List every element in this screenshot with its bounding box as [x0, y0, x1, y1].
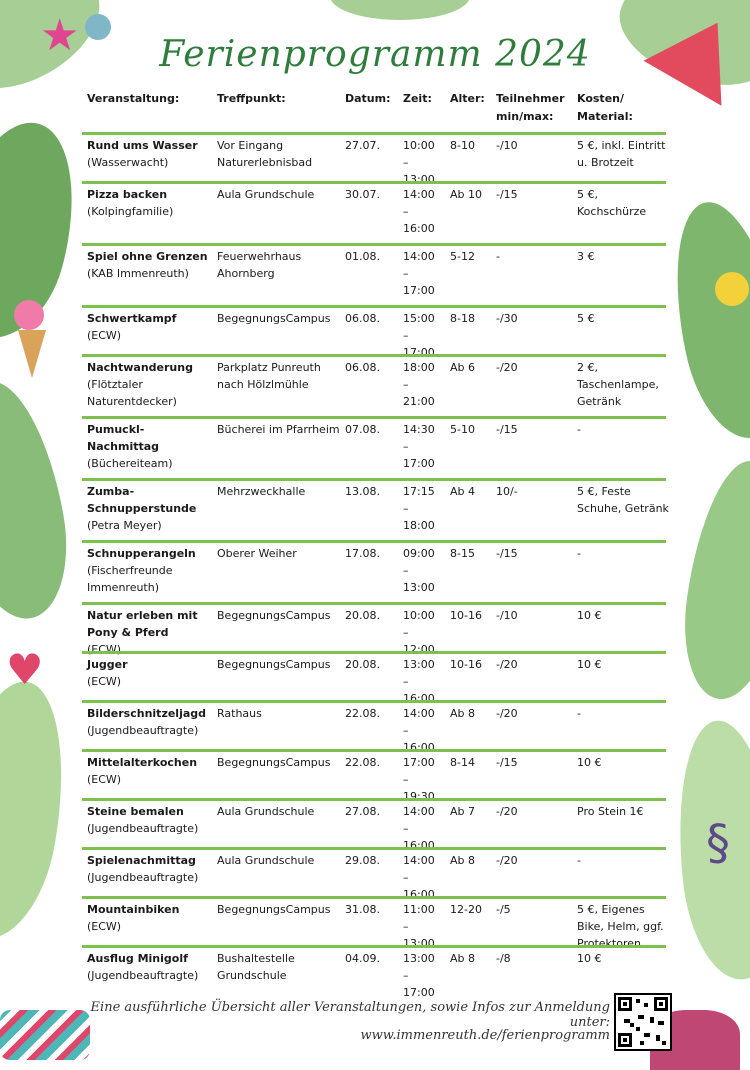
cost-cell: 3 € [577, 250, 595, 263]
header-time: Zeit: [403, 92, 432, 105]
place-cell: BegegnungsCampus [217, 756, 331, 769]
cost-cell: - [577, 423, 581, 436]
participants-cell: -/20 [496, 707, 518, 720]
table-row [82, 416, 666, 478]
age-cell: 8-18 [450, 312, 475, 325]
event-organizer: (Jugendbeauftragte) [87, 822, 199, 835]
event-name: Schwertkampf [87, 312, 177, 325]
place-cell: Feuerwehrhaus Ahornberg [217, 250, 302, 280]
event-organizer: (ECW) [87, 675, 122, 688]
date-cell: 20.08. [345, 658, 380, 671]
time-cell: 17:15 – 18:00 [403, 485, 435, 532]
time-cell: 14:00 – 16:00 [403, 188, 435, 235]
cost-cell: 5 € [577, 312, 595, 325]
event-name: Bilderschnitzeljagd [87, 707, 207, 720]
table-row [82, 305, 666, 359]
event-organizer: (ECW) [87, 643, 122, 656]
event-organizer: (Fischerfreunde Immenreuth) [87, 564, 173, 594]
place-cell: Parkplatz Punreuth nach Hölzlmühle [217, 361, 321, 391]
table-row [82, 749, 666, 803]
participants-cell: -/20 [496, 361, 518, 374]
date-cell: 01.08. [345, 250, 380, 263]
date-cell: 22.08. [345, 756, 380, 769]
participants-cell: -/15 [496, 756, 518, 769]
event-organizer: (ECW) [87, 773, 122, 786]
program-table [82, 88, 669, 999]
event-cell [87, 310, 212, 344]
age-cell: 5-10 [450, 423, 475, 436]
participants-cell: 10/- [496, 485, 518, 498]
table-row [82, 945, 666, 999]
age-cell: 12-20 [450, 903, 482, 916]
date-cell: 20.08. [345, 609, 380, 622]
date-cell: 27.08. [345, 805, 380, 818]
participants-cell: -/20 [496, 854, 518, 867]
age-cell: 10-16 [450, 609, 482, 622]
time-cell: 13:00 – 17:00 [403, 952, 435, 999]
event-cell [87, 421, 212, 472]
cost-cell: Pro Stein 1€ [577, 805, 644, 818]
event-cell [87, 754, 212, 788]
starfish-icon: ★ [40, 10, 80, 61]
time-cell: 11:00 – 13:00 [403, 903, 435, 950]
event-cell [87, 359, 212, 410]
date-cell: 13.08. [345, 485, 380, 498]
participants-cell: -/10 [496, 609, 518, 622]
table-header [82, 88, 666, 132]
place-cell: Vor Eingang Naturerlebnisbad [217, 139, 313, 169]
header-place: Treffpunkt: [217, 92, 286, 105]
event-name: Mittelalterkochen [87, 756, 198, 769]
cost-cell: 2 €, Taschenlampe, Getränk [577, 361, 659, 408]
cost-cell: 10 € [577, 609, 602, 622]
place-cell: Mehrzweckhalle [217, 485, 306, 498]
table-row [82, 847, 666, 901]
table-row [82, 243, 666, 305]
place-cell: BegegnungsCampus [217, 903, 331, 916]
leaf-decoration [0, 672, 82, 947]
qr-code [614, 993, 672, 1051]
leaf-decoration [0, 373, 80, 627]
event-name: Zumba-Schnupperstunde [87, 485, 197, 515]
cost-cell: - [577, 854, 581, 867]
cost-cell: 5 €, Eigenes Bike, Helm, ggf. Protektoren [577, 903, 664, 950]
participants-cell: -/10 [496, 139, 518, 152]
date-cell: 07.08. [345, 423, 380, 436]
time-cell: 14:30 – 17:00 [403, 423, 435, 470]
table-row [82, 896, 666, 950]
age-cell: Ab 4 [450, 485, 476, 498]
participants-cell: -/20 [496, 805, 518, 818]
ice-cream-icon [14, 300, 44, 330]
event-organizer: (Jugendbeauftragte) [87, 724, 199, 737]
cost-cell: 10 € [577, 756, 602, 769]
time-cell: 14:00 – 17:00 [403, 250, 435, 297]
event-organizer: (Jugendbeauftragte) [87, 969, 199, 982]
event-cell [87, 137, 212, 171]
age-cell: 10-16 [450, 658, 482, 671]
event-organizer: (Flötztaler Naturentdecker) [87, 378, 177, 408]
footer-info: Eine ausführliche Übersicht aller Veranstaltungen, sowie Infos zur Anmeldung unter: [90, 1000, 610, 1030]
event-name: Steine bemalen [87, 805, 184, 818]
time-cell: 10:00 – 12:00 [403, 609, 435, 656]
table-row [82, 478, 669, 540]
event-name: Ausflug Minigolf [87, 952, 188, 965]
event-cell [87, 656, 212, 690]
event-organizer: (ECW) [87, 920, 122, 933]
table-row [82, 798, 666, 852]
cost-cell: 10 € [577, 658, 602, 671]
table-row [82, 540, 666, 602]
time-cell: 09:00 – 13:00 [403, 547, 435, 594]
participants-cell: -/15 [496, 188, 518, 201]
cost-cell: 5 €, Kochschürze [577, 188, 647, 218]
cost-cell: - [577, 707, 581, 720]
event-cell [87, 705, 212, 739]
event-name: Mountainbiken [87, 903, 180, 916]
event-cell [87, 950, 212, 984]
event-organizer: (ECW) [87, 329, 122, 342]
time-cell: 13:00 – 16:00 [403, 658, 435, 705]
lemon-icon [715, 272, 749, 306]
time-cell: 14:00 – 16:00 [403, 854, 435, 901]
place-cell: BegegnungsCampus [217, 609, 331, 622]
event-organizer: (Petra Meyer) [87, 519, 162, 532]
event-name: Pumuckl-Nachmittag [87, 423, 160, 453]
time-cell: 18:00 – 21:00 [403, 361, 435, 408]
leaf-decoration [330, 0, 470, 20]
table-row [82, 700, 666, 754]
event-organizer: (Jugendbeauftragte) [87, 871, 199, 884]
footer-url[interactable]: www.immenreuth.de/ferienprogramm [360, 1028, 610, 1043]
participants-cell: - [496, 250, 500, 263]
participants-cell: -/8 [496, 952, 511, 965]
participants-cell: -/5 [496, 903, 511, 916]
header-participants: Teilnehmer min/max: [496, 92, 565, 123]
time-cell: 17:00 – 19:30 [403, 756, 435, 803]
date-cell: 22.08. [345, 707, 380, 720]
age-cell: 8-15 [450, 547, 475, 560]
place-cell: BegegnungsCampus [217, 312, 331, 325]
event-name: Spielenachmittag [87, 854, 196, 867]
date-cell: 17.08. [345, 547, 380, 560]
event-name: Spiel ohne Grenzen [87, 250, 208, 263]
age-cell: Ab 10 [450, 188, 483, 201]
place-cell: Aula Grundschule [217, 805, 315, 818]
ice-cream-cone-icon [18, 330, 46, 378]
age-cell: 8-14 [450, 756, 475, 769]
event-cell [87, 186, 212, 220]
place-cell: Bücherei im Pfarrheim [217, 423, 340, 436]
time-cell: 15:00 – 17:00 [403, 312, 435, 359]
age-cell: Ab 7 [450, 805, 476, 818]
place-cell: Oberer Weiher [217, 547, 297, 560]
time-cell: 10:00 – 13:00 [403, 139, 435, 186]
place-cell: Aula Grundschule [217, 188, 315, 201]
age-cell: Ab 8 [450, 707, 476, 720]
time-cell: 14:00 – 16:00 [403, 805, 435, 852]
header-date: Datum: [345, 92, 391, 105]
page-title: Ferienprogramm 2024 [159, 34, 591, 75]
event-cell [87, 545, 212, 596]
place-cell: Bushaltestelle Grundschule [217, 952, 295, 982]
age-cell: 8-10 [450, 139, 475, 152]
event-organizer: (Wasserwacht) [87, 156, 169, 169]
event-name: Nachtwanderung [87, 361, 193, 374]
event-organizer: (KAB Immenreuth) [87, 267, 189, 280]
event-organizer: (Büchereiteam) [87, 457, 173, 470]
table-row [82, 132, 666, 186]
date-cell: 27.07. [345, 139, 380, 152]
date-cell: 30.07. [345, 188, 380, 201]
event-cell [87, 852, 212, 886]
heart-icon: ♥ [6, 645, 44, 694]
event-cell [87, 901, 212, 935]
age-cell: 5-12 [450, 250, 475, 263]
event-name: Rund ums Wasser [87, 139, 198, 152]
place-cell: Aula Grundschule [217, 854, 315, 867]
leaf-decoration [674, 455, 750, 705]
table-row [82, 181, 666, 243]
age-cell: Ab 6 [450, 361, 476, 374]
event-name: Schnupperangeln [87, 547, 196, 560]
cost-cell: - [577, 547, 581, 560]
event-organizer: (Kolpingfamilie) [87, 205, 174, 218]
date-cell: 29.08. [345, 854, 380, 867]
event-cell [87, 483, 212, 534]
cost-cell: 10 € [577, 952, 602, 965]
place-cell: Rathaus [217, 707, 262, 720]
time-cell: 14:00 – 16:00 [403, 707, 435, 754]
participants-cell: -/15 [496, 547, 518, 560]
header-event: Veranstaltung: [87, 92, 180, 105]
participants-cell: -/15 [496, 423, 518, 436]
date-cell: 31.08. [345, 903, 380, 916]
cost-cell: 5 €, inkl. Eintritt u. Brotzeit [577, 139, 666, 169]
participants-cell: -/30 [496, 312, 518, 325]
age-cell: Ab 8 [450, 952, 476, 965]
date-cell: 04.09. [345, 952, 380, 965]
date-cell: 06.08. [345, 361, 380, 374]
cost-cell: 5 €, Feste Schuhe, Getränk [577, 485, 669, 515]
event-name: Jugger [87, 658, 128, 671]
event-cell [87, 803, 212, 837]
place-cell: BegegnungsCampus [217, 658, 331, 671]
leaf-decoration [656, 192, 750, 448]
table-row [82, 602, 666, 656]
table-row [82, 651, 666, 705]
event-name: Pizza backen [87, 188, 168, 201]
header-cost: Kosten/ Material: [577, 92, 633, 123]
seahorse-icon: § [706, 815, 730, 871]
event-cell [87, 248, 212, 282]
table-row [82, 354, 666, 416]
date-cell: 06.08. [345, 312, 380, 325]
age-cell: Ab 8 [450, 854, 476, 867]
participants-cell: -/20 [496, 658, 518, 671]
header-age: Alter: [450, 92, 485, 105]
event-name: Natur erleben mit Pony & Pferd [87, 609, 198, 639]
